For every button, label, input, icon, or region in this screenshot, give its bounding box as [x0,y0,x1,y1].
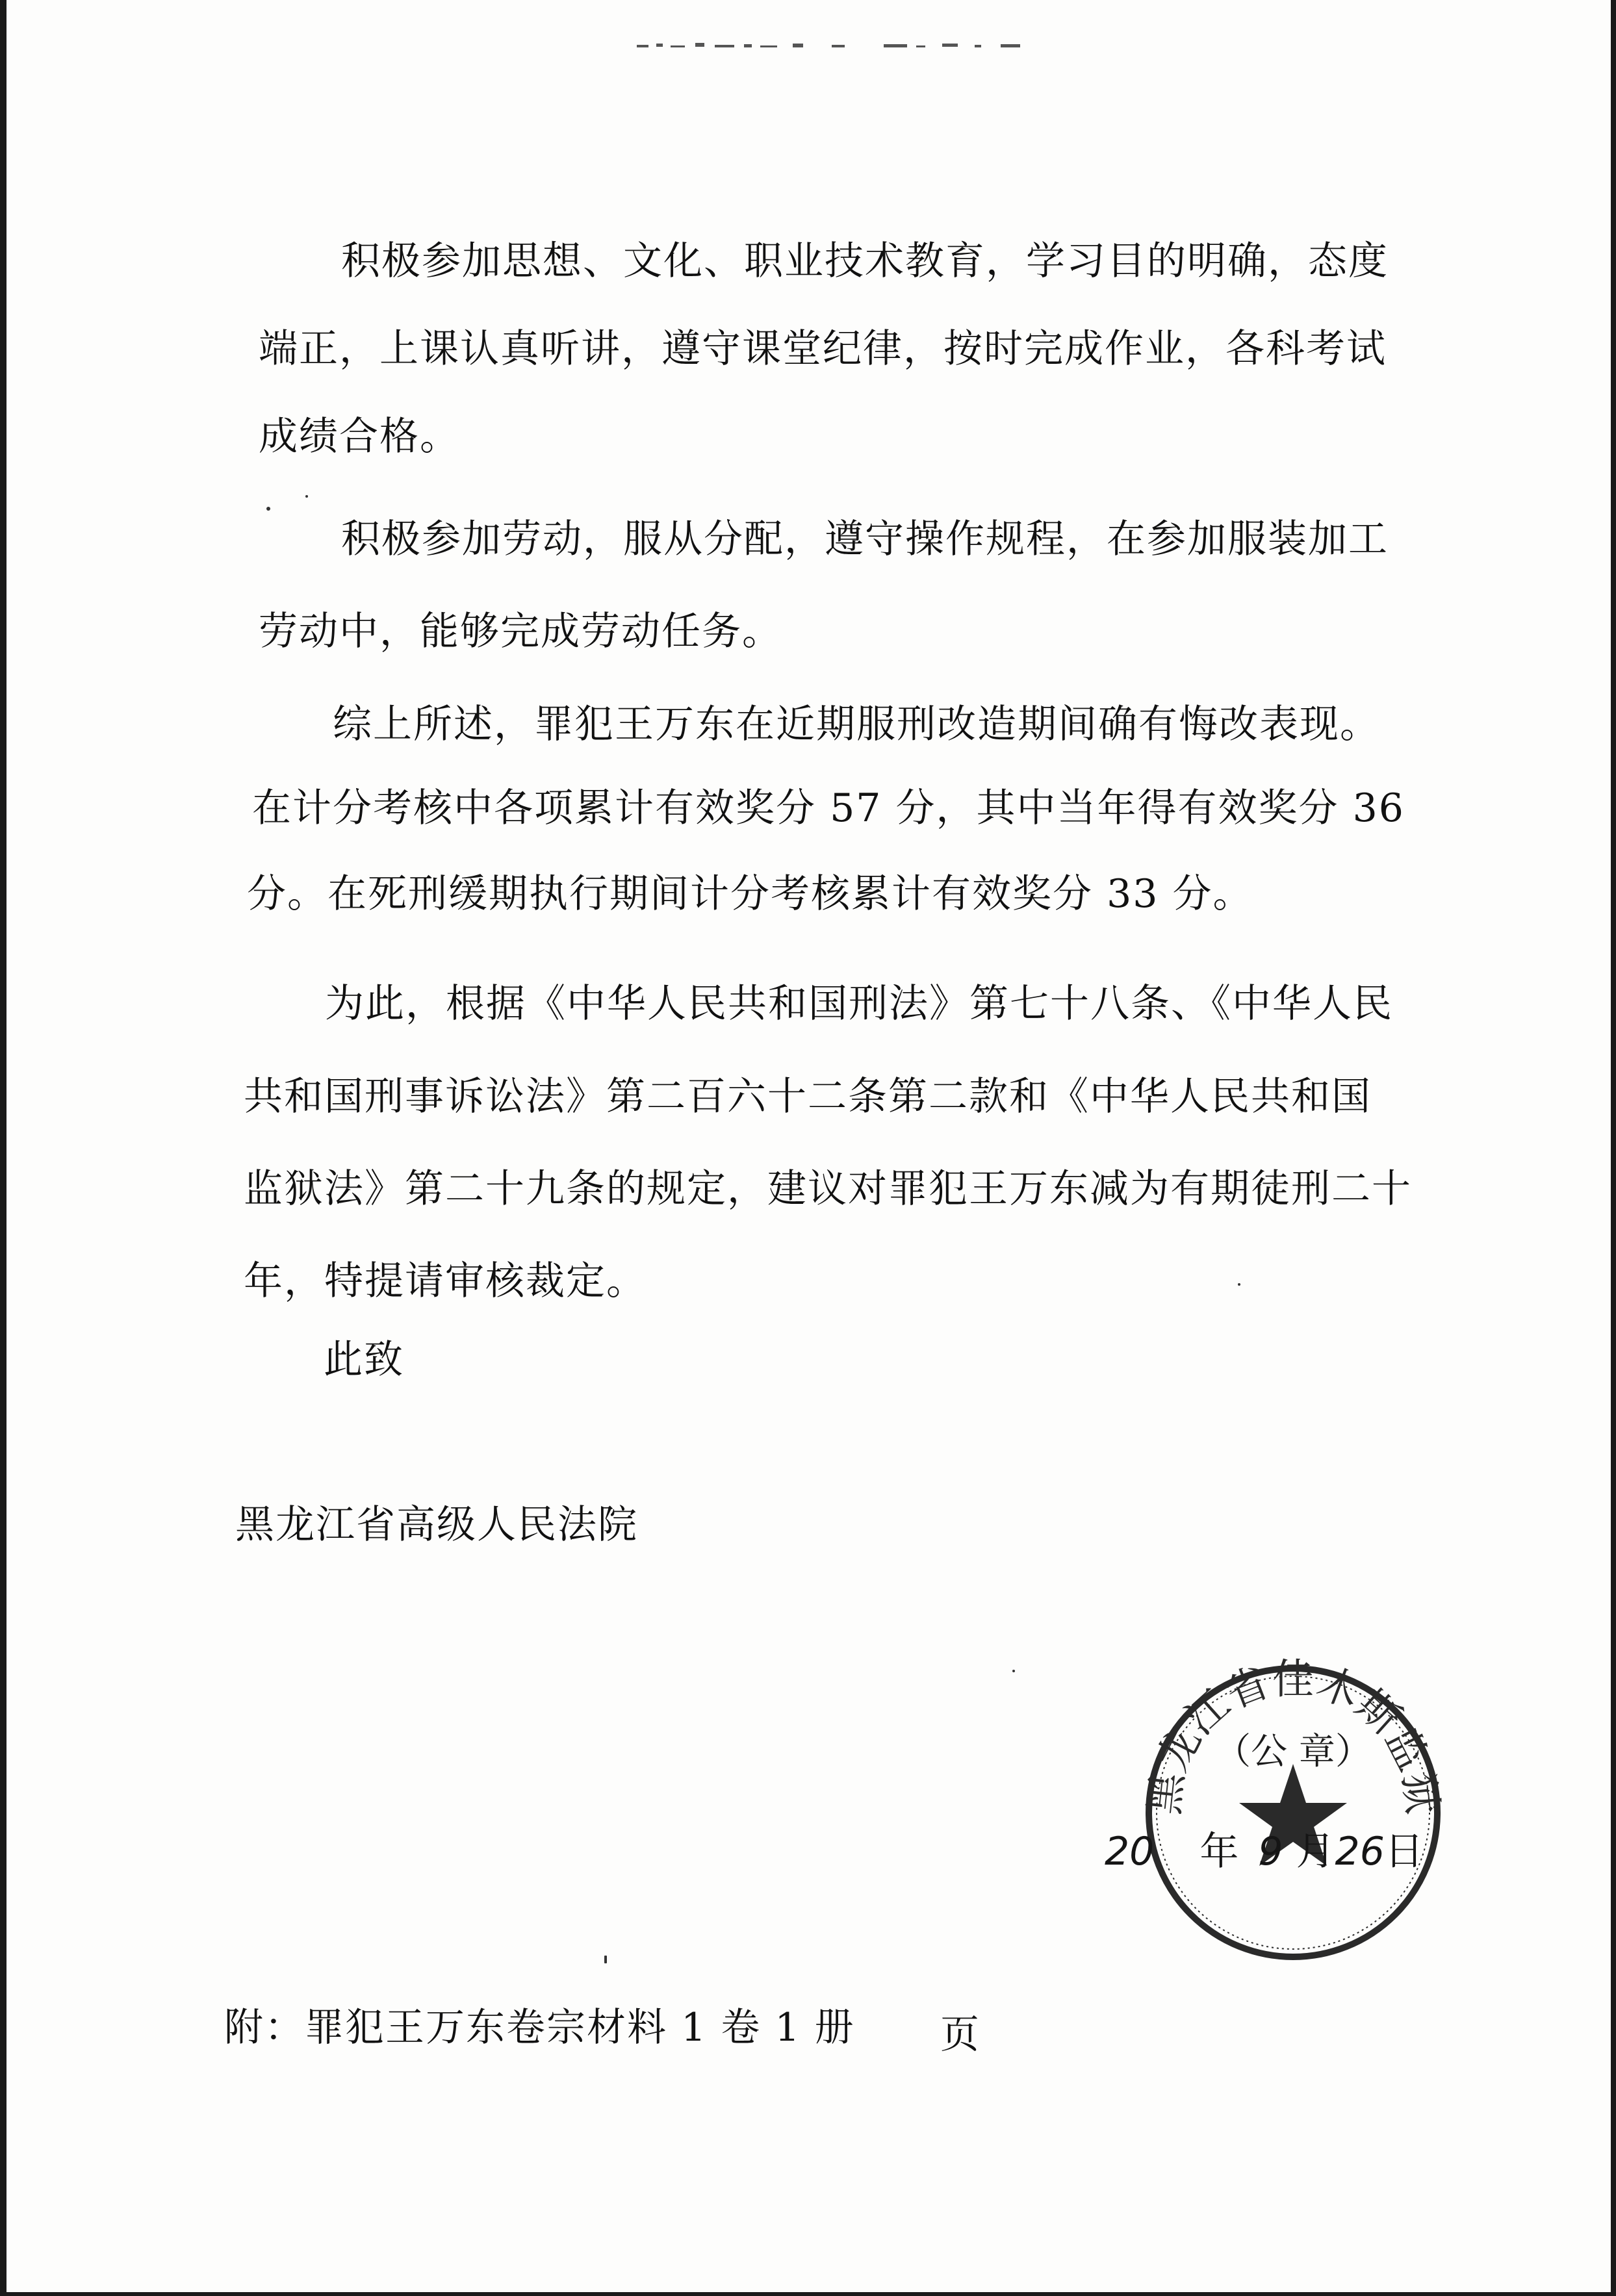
scan-border-bottom [0,2292,1616,2296]
scan-speck [1012,1670,1015,1672]
paragraph-2-line-2: 劳动中，能够完成劳动任务。 [259,609,782,654]
paragraph-1-line-2: 端正，上课认真听讲，遵守课堂纪律，按时完成作业，各科考试 [259,326,1387,372]
scan-speck [305,495,308,498]
paragraph-4-line-1: 为此，根据《中华人民共和国刑法》第七十八条、《中华人民 [325,981,1393,1027]
paragraph-4-line-3: 监狱法》第二十九条的规定，建议对罪犯王万东减为有期徒刑二十 [244,1166,1412,1212]
paragraph-3-line-3: 分。在死刑缓期执行期间计分考核累计有效奖分 33 分。 [247,871,1253,917]
paragraph-4-line-4: 年，特提请审核裁定。 [244,1258,647,1304]
paragraph-1-line-3: 成绩合格。 [259,414,460,459]
scan-speck [266,507,270,511]
seal-label: （公 章） [1214,1731,1372,1773]
paragraph-3-line-1: 综上所述，罪犯王万东在近期服刑改造期间确有悔改表现。 [333,702,1380,747]
paragraph-4-line-2: 共和国刑事诉讼法》第二百六十二条第二款和《中华人民共和国 [244,1074,1372,1119]
scan-noise [637,36,1040,55]
date-day-suffix: 日 [1384,1829,1424,1874]
scan-border-left [0,0,6,2296]
paragraph-3-line-2: 在计分考核中各项累计有效奖分 57 分，其中当年得有效奖分 36 [252,785,1405,831]
seal-ring-text: 黑龙江省佳木斯监狱 [1140,1655,1446,1817]
scan-speck [1238,1283,1240,1286]
paragraph-1-line-1: 积极参加思想、文化、职业技术教育，学习目的明确，态度 [341,238,1389,284]
paragraph-2-line-1: 积极参加劳动，服从分配，遵守操作规程，在参加服装加工 [341,517,1389,562]
scan-border-right [1611,0,1616,2296]
attachment-pages-label: 页 [940,2012,981,2058]
date-month: 9 [1258,1829,1283,1874]
attachment-text: 附：罪犯王万东卷宗材料 1 卷 1 册 [224,2005,855,2050]
salutation: 此致 [324,1337,404,1383]
date-day: 26 [1335,1829,1385,1874]
official-seal [1131,1650,1456,1975]
document-date [1105,1826,1424,1878]
date-year: 20 [1105,1829,1155,1874]
scan-speck [604,1956,607,1963]
date-year-suffix: 年 [1199,1829,1239,1874]
date-month-suffix: 月 [1296,1829,1335,1874]
recipient: 黑龙江省高级人民法院 [235,1502,638,1548]
